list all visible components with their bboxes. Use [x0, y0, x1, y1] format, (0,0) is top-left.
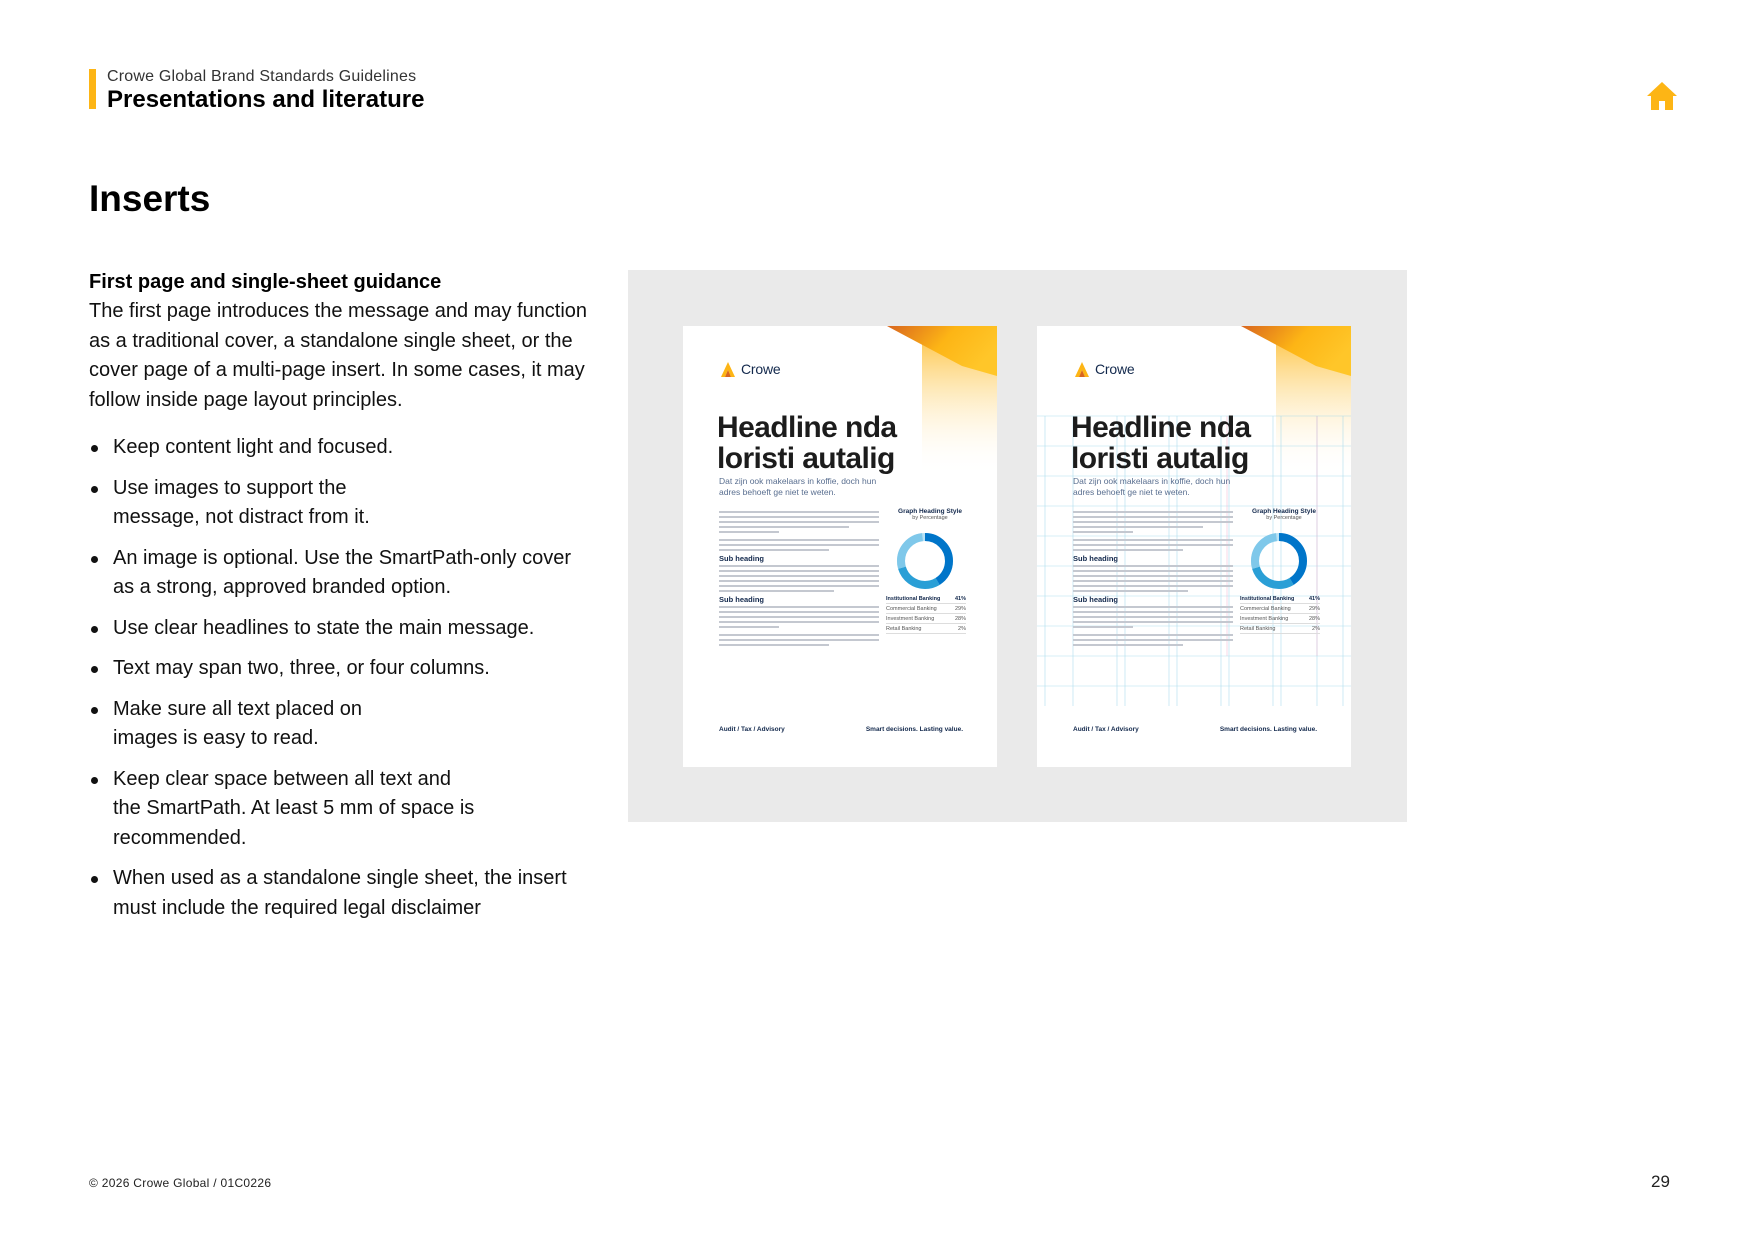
insert-footer-right: Smart decisions. Lasting value. — [865, 726, 963, 733]
insert-example-grid — [1037, 326, 1351, 767]
data-table: Institutional Banking 41% Commercial Banking 29% Investment Banking 28% Retail Banking 2% — [886, 594, 966, 634]
sub-heading: Sub heading — [1073, 554, 1118, 563]
insert-example-cover — [683, 326, 997, 767]
intro-paragraph: The first page introduces the message and may function as a traditional cover, a standalone single sheet, or the cover page of a multi-page insert. In some cases, it may follow inside page layout principles. — [89, 300, 588, 411]
sub-heading: Sub heading — [719, 554, 764, 563]
header-accent-bar — [89, 69, 96, 109]
guidance-text — [89, 268, 609, 934]
insert-footer-left: Audit / Tax / Advisory — [719, 726, 785, 733]
list-item: Keep content light and focused. — [89, 433, 609, 463]
donut-chart — [894, 530, 956, 592]
body-text-block — [1073, 511, 1233, 649]
page-number: 29 — [1651, 1172, 1670, 1191]
graph-heading: Graph Heading Style by Percentage — [1252, 508, 1316, 521]
list-item: Use images to support the message, not distract from it. — [89, 474, 413, 533]
crowe-logo: Crowe — [719, 361, 780, 377]
sub-heading: Sub heading — [719, 595, 764, 604]
sub-heading: Sub heading — [1073, 595, 1118, 604]
list-item: Make sure all text placed on images is easy to read. — [89, 695, 423, 754]
data-table: Institutional Banking 41% Commercial Banking 29% Investment Banking 28% Retail Banking 2% — [1240, 594, 1320, 634]
guidance-list — [89, 433, 609, 923]
insert-headline: Headline nda loristi autalig — [1071, 411, 1251, 475]
insert-footer-right: Smart decisions. Lasting value. — [1219, 726, 1317, 733]
insert-footer-left: Audit / Tax / Advisory — [1073, 726, 1139, 733]
home-icon[interactable] — [1645, 80, 1679, 112]
graph-heading: Graph Heading Style by Percentage — [898, 508, 962, 521]
body-text-block — [719, 511, 879, 649]
insert-examples-panel — [628, 270, 1407, 822]
insert-headline: Headline nda loristi autalig — [717, 411, 897, 475]
list-item: When used as a standalone single sheet, the insert must include the required legal disclaimer — [89, 864, 609, 923]
list-item: Text may span two, three, or four columns. — [89, 654, 609, 684]
list-item: An image is optional. Use the SmartPath-only cover as a strong, approved branded option. — [89, 544, 583, 603]
crowe-logo: Crowe — [1073, 361, 1134, 377]
section-title: Presentations and literature — [107, 86, 425, 113]
copyright: © 2026 Crowe Global / 01C0226 — [89, 1176, 272, 1190]
list-item: Use clear headlines to state the main message. — [89, 614, 609, 644]
document-title: Crowe Global Brand Standards Guidelines — [107, 68, 417, 85]
insert-dek: Dat zijn ook makelaars in koffie, doch hun adres behoeft ge niet te weten. — [719, 476, 877, 497]
intro-heading: First page and single-sheet guidance — [89, 271, 442, 293]
list-item: Keep clear space between all text and the SmartPath. At least 5 mm of space is recommended. — [89, 765, 483, 854]
donut-chart — [1248, 530, 1310, 592]
insert-dek: Dat zijn ook makelaars in koffie, doch hun adres behoeft ge niet te weten. — [1073, 476, 1231, 497]
page-title: Inserts — [89, 178, 211, 219]
